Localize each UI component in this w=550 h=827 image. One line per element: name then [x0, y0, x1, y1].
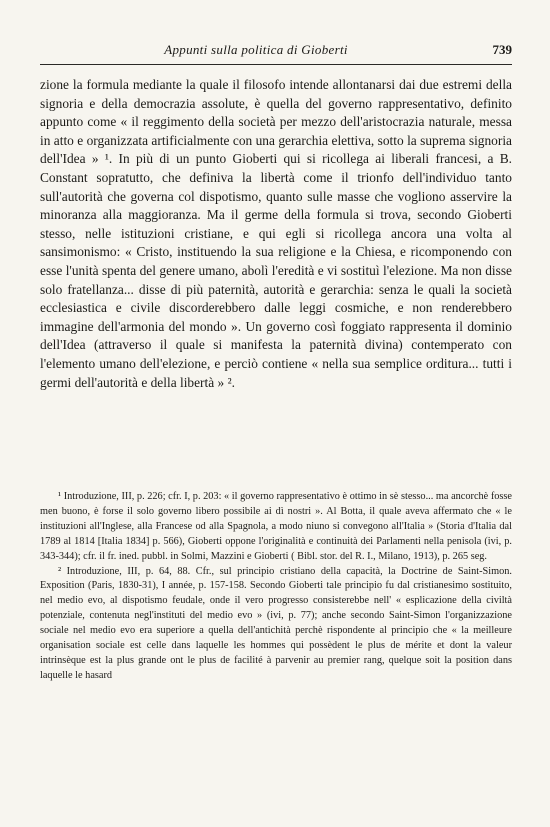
running-title: Appunti sulla politica di Gioberti: [164, 42, 348, 57]
footnote-2: ² Introduzione, III, p. 64, 88. Cfr., sul principio cristiano della capacità, la Doctrine de Saint-Simon. Exposition (Paris, 1830-31), I année, p. 157-158. Secondo Gioberti tale principio fu dal cristianesimo sostituito, nel medio evo, al dispotismo feudale, onde il vero progresso consisterebbe nell' « esplicazione della civiltà potenziale, contenuta negl'instituti del medio evo » (ivi, p. 77); anche secondo Saint-Simon l'organizzazione sociale nel medio evo era superiore a quella dell'antichità perchè rispondente al principio che « la meilleure organisation sociale est celle dans laquelle les hommes qui possèdent le plus de mérite et dont la valeur intrinsèque est la plus grande ont le plus de facilité à parvenir au premier rang, quelque soit la position dans laquelle le hasard: [40, 565, 512, 681]
page-number: 739: [492, 42, 512, 57]
page-header: [40, 42, 512, 64]
main-text: [40, 76, 512, 392]
footnotes: [40, 490, 512, 684]
body-paragraph: zione la formula mediante la quale il filosofo intende allontanarsi dai due estremi della signoria e della democrazia assolute, è quella del governo rappresentativo, definito appunto come « il reggimento della società per mezzo dell'aristocrazia naturale, messa in atto e organizzata artificialmente con una gerarchia elettiva, sotto la suprema signoria dell'Idea » ¹. In più di un punto Gioberti qui si ricollega ai liberali francesi, a B. Constant sopratutto, che definiva la libertà come il trionfo dell'individuo tanto sull'autorità che governa col dispotismo, quanto sulle masse che vogliono asservire la minoranza alla maggioranza. Ma il germe della formula si trova, secondo Gioberti stesso, nelle istituzioni cristiane, e qui egli si ricollega ancora una volta al sansimonismo: « Cristo, instituendo la sua religione e la Chiesa, e ricomponendo con esse l'unità spenta del genere umano, abolì l'eredità e vi sostituì l'elezione. Ma non disse solo fratellanza... disse di più paternità, autorità e gerarchia: senza le quali la società ecclesiastica e civile discorderebbero dalle leggi cosmiche, e non renderebbero immagine dell'armonia del mondo ». Un governo così foggiato rappresenta il dominio dell'Idea (attraverso il quale si manifesta la paternità divina) contemperato con l'elemento umano dell'elezione, e perciò contiene « nella sua semplice orditura... tutti i germi dell'autorità e della libertà » ².: [40, 77, 512, 390]
footnote-1: ¹ Introduzione, III, p. 226; cfr. I, p. 203: « il governo rappresentativo è ottimo in sè stesso... ma ancorchè fosse men buono, è forse il solo governo libero possibile ai dì nostri ». Al Botta, il quale aveva affermato che « le instituzioni all'Inglese, alla Francese od alla Spagnola, a modo niuno si convegono all'Italia » (Storia d'Italia dal 1789 al 1814 [Italia 1834] p. 566), Gioberti oppone l'originalità e continuità dei Parlamenti nella penisola (ivi, p. 343-344); cfr. il fr. ined. pubbl. in Solmi, Mazzini e Gioberti ( Bibl. stor. del R. I., Milano, 1913), p. 265 seg.: [40, 491, 512, 562]
header-rule: [40, 64, 512, 65]
